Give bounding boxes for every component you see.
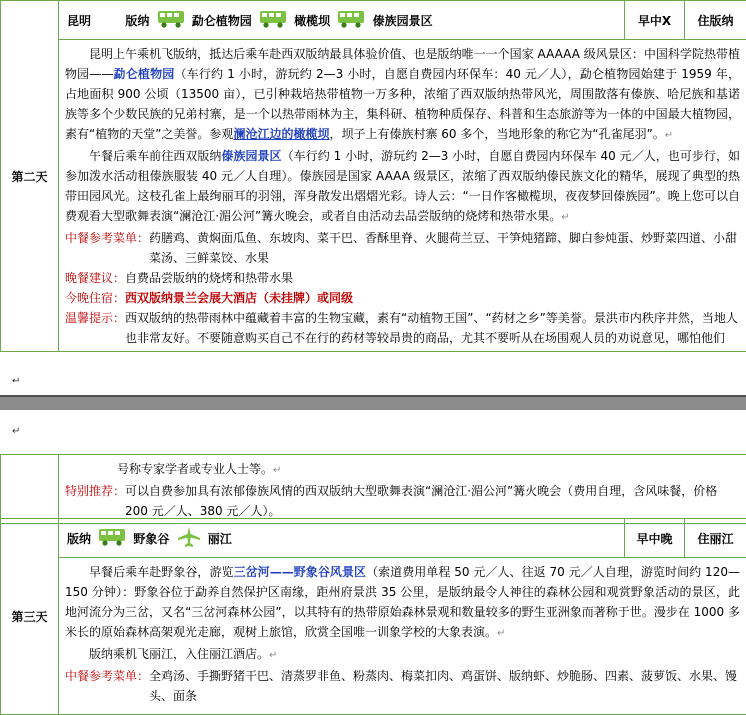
day2-body	[59, 40, 746, 352]
day3-body	[59, 558, 746, 715]
day2-meals: 早中Ⅹ	[625, 1, 685, 40]
bus-icon	[98, 527, 126, 550]
day3-table	[0, 518, 746, 715]
text: 昆明上午乘机飞版纳，抵达后乘车赴西双版纳最具体验价值、也是版纳唯一一个国家 AAAAA 级风景区：中国科学院热带植物园——	[65, 47, 740, 81]
dinner-label: 晚餐建议：	[65, 268, 125, 288]
day3-route	[59, 519, 625, 558]
route-stop: 版纳	[67, 532, 91, 546]
tip-text: 西双版纳的热带雨林中蕴藏着丰富的生物宝藏，素有“动植物王国”、“药材之乡”等美誉。景洪市内秩序井然，当地人也非常友好。不要随意购买自己不在行的药材等较昂贵的商品，尤其不要听从在场围观人员的劝说意见，哪怕他们	[125, 308, 740, 348]
text: ，坝子上有傣族村寨 60 多个，当地形象的称它为“孔雀尾羽”。	[329, 127, 664, 141]
day3-meal-ref-line	[65, 666, 740, 706]
text: 午餐后乘车前往西双版纳	[89, 149, 221, 163]
route-stop: 丽江	[208, 532, 232, 546]
link-daizuyuan[interactable]: 傣族园景区	[221, 149, 281, 163]
bus-icon	[337, 9, 365, 32]
route-stop: 勐仑植物园	[192, 14, 252, 28]
paragraph-mark-icon: ↵	[561, 212, 569, 223]
meal-ref-text: 全鸡汤、手撕野猪干巴、清蒸罗非鱼、粉蒸肉、梅菜扣肉、鸡蛋饼、版纳虾、炒脆肠、四素、菠萝饭、水果、馒头、面条	[149, 666, 740, 706]
day2-route	[59, 1, 625, 40]
route-stop: 昆明	[67, 14, 91, 28]
route-stop: 橄榄坝	[294, 14, 330, 28]
day2-label: 第二天	[1, 1, 59, 352]
special-line	[65, 481, 740, 521]
text: 号称专家学者或专业人士等。	[117, 462, 273, 476]
tip-line	[65, 308, 740, 348]
dinner-line	[65, 268, 740, 288]
paragraph-mark-icon: ↵	[12, 426, 20, 437]
text: （索道费用单程 50 元／人、往返 70 元／人自理，游览时间约 120—150 分钟）：野象谷位于勐养自然保护区南缘，距州府景洪 35 公里，是版纳最令人神往的森林公园和观赏野象活动的景区，此地河流分为三岔，又名“三岔河森林公园”，以其特有的热带原始森林景观和数量较多的野生亚洲象而著称于世。漫步在 1000 多米长的原始森林高架观光走廊，观树上旅馆，欣赏全国唯一训象学校的大象表演。	[65, 565, 740, 639]
special-label: 特别推荐：	[65, 481, 125, 521]
dinner-text: 自费品尝版纳的烧烤和热带水果	[125, 268, 740, 288]
tonight-line	[65, 288, 740, 308]
day2-cont-text	[65, 459, 740, 481]
route-stop: 版纳	[125, 14, 149, 28]
airplane-icon	[177, 526, 201, 551]
paragraph-mark-icon: ↵	[269, 650, 277, 661]
bus-icon	[157, 9, 185, 32]
page-separator	[0, 395, 746, 411]
meal-ref-label: 中餐参考菜单：	[65, 228, 149, 268]
link-ganlanba[interactable]: 澜沧江边的橄榄坝	[233, 127, 329, 141]
text: （车行约 1 小时，游玩约 2—3 小时，自愿自费园内环保车 40 元／人，也可步行，如参加泼水活动租傣族服装 40 元／人自理）。傣族园是国家 AAAA 级景区，浓缩了西双版纳傣民族文化的精华，展现了典型的热带田园风光。这枝孔雀上最绚丽耳的羽翎，浑身散发出熠熠光彩。诗人云：“一日作客橄榄坝，夜夜梦回傣族园”。晚上您可以自费观看大型歌舞表演“澜沧江·湄公河”篝火晚会，或者自由活动去品尝版纳的烧烤和热带水果。	[65, 149, 740, 223]
page-b	[0, 410, 746, 703]
day2-cont-table	[0, 454, 746, 524]
tonight-label: 今晚住宿：	[65, 288, 125, 308]
day3-meals: 早中晚	[625, 519, 685, 558]
special-text: 可以自费参加具有浓郁傣族风情的西双版纳大型歌舞表演“澜沧江·湄公河”篝火晚会（费用自理，含风味餐，价格 200 元／人、380 元／人）。	[125, 481, 740, 521]
tonight-text: 西双版纳景兰会展大酒店（未挂牌）或同级	[125, 288, 740, 308]
text: 早餐后乘车赴野象谷，游览	[89, 565, 234, 579]
day2-stay: 住版纳	[685, 1, 746, 40]
day3-label: 第三天	[1, 519, 59, 715]
day3-para2	[65, 644, 740, 666]
text: 版纳乘机飞丽江，入住丽江酒店。	[89, 647, 269, 661]
route-stop: 傣族园景区	[373, 14, 433, 28]
route-stop: 野象谷	[133, 532, 169, 546]
bus-icon	[259, 9, 287, 32]
link-menglun[interactable]: 勐仑植物园	[113, 67, 174, 81]
meal-ref-text: 药膳鸡、黄焖面瓜鱼、东坡肉、菜干巴、香酥里脊、火腿荷兰豆、干笋炖猪蹄、脚白参炖蛋、炒野菜四道、小甜菜汤、三鲜菜饺、水果	[149, 228, 740, 268]
day2-para1	[65, 44, 740, 146]
text: （车行约 1 小时，游玩约 2—3 小时，自愿自费园内环保车：40 元／人），勐仑植物园始建于 1959 年，占地面积 900 公顷（13500 亩），已引种栽培热带植物一万多种，浓缩了西双版纳热带风光，周围散落有傣族、哈尼族和基诺族等多个少数民族的兄弟村寨，是一个以热带雨林为主，集科研、植物种质保存、科普和生态旅游等为一体的中国最大植物园，素有“植物的天堂”之美誉。参观	[65, 67, 740, 141]
tip-label: 温馨提示：	[65, 308, 125, 348]
paragraph-mark-icon: ↵	[665, 130, 673, 141]
meal-ref-line	[65, 228, 740, 268]
day2-cont-body	[59, 455, 746, 524]
paragraph-mark-icon: ↵	[497, 628, 505, 639]
day3-para1	[65, 562, 740, 644]
meal-ref-label: 中餐参考菜单：	[65, 666, 149, 706]
day2-para2	[65, 146, 740, 228]
day2-cont-label-cell	[1, 455, 59, 524]
link-sanchahe[interactable]: 三岔河——野象谷风景区	[234, 565, 366, 579]
paragraph-mark-icon: ↵	[273, 465, 281, 476]
day3-stay: 住丽江	[685, 519, 746, 558]
day2-table	[0, 0, 746, 352]
